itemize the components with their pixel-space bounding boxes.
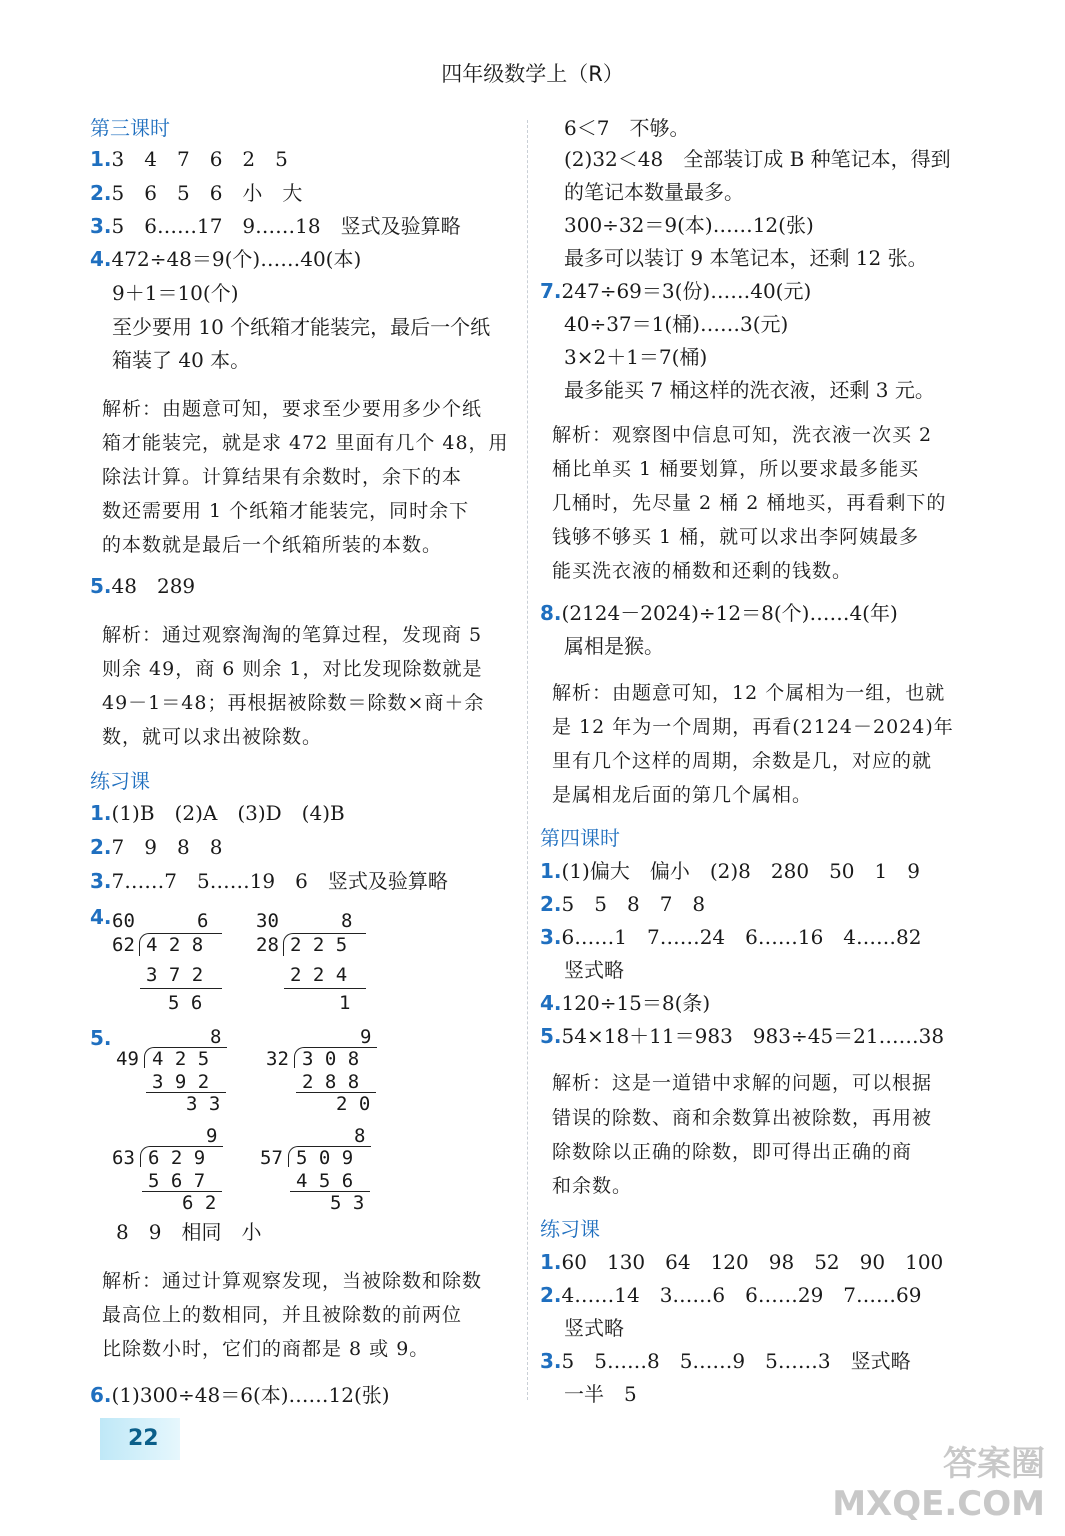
answer-line: 4.472÷48＝9(个)……40(本) — [90, 247, 362, 271]
answer-line: 一半 5 — [564, 1382, 637, 1406]
answer-line: 的笔记本数量最多。 — [564, 180, 744, 204]
long-division: 30 8 28 2 2 5 2 2 4 1 — [256, 910, 376, 1010]
answer-line: 至少要用 10 个纸箱才能装完，最后一个纸 — [112, 315, 491, 339]
column-divider — [527, 120, 529, 1400]
answer-line: 最多可以装订 9 本笔记本，还剩 12 张。 — [564, 246, 928, 270]
answer-line: 9＋1＝10(个) — [112, 281, 239, 305]
explanation-line: 解析：通过观察淘淘的笔算过程，发现商 5 — [102, 624, 483, 646]
explanation-line: 除数除以正确的除数，即可得出正确的商 — [552, 1141, 913, 1163]
long-division: 60 6 62 4 2 8 3 7 2 5 6 — [112, 910, 232, 1010]
question-number: 4. — [90, 905, 112, 929]
explanation-line: 钱够不够买 1 桶，就可以求出李阿姨最多 — [552, 526, 920, 548]
explanation-line: 解析：观察图中信息可知，洗衣液一次买 2 — [552, 424, 933, 446]
answer-line: 1.60 130 64 120 98 52 90 100 — [540, 1250, 944, 1274]
long-division: 8 49 4 2 5 3 9 2 3 3 — [116, 1026, 236, 1116]
long-division: 8 57 5 0 9 4 5 6 5 3 — [260, 1125, 380, 1215]
long-division: 9 63 6 2 9 5 6 7 6 2 — [112, 1125, 232, 1215]
explanation-line: 比除数小时，它们的商都是 8 或 9。 — [102, 1338, 430, 1360]
answer-line: 2.4……14 3……6 6……29 7……69 — [540, 1283, 922, 1307]
explanation-line: 数还需要用 1 个纸箱才能装完，同时余下 — [102, 500, 470, 522]
answer-line: (2)32＜48 全部装订成 B 种笔记本，得到 — [564, 147, 951, 171]
answer-line: 2.5 5 8 7 8 — [540, 892, 706, 916]
question-number: 5. — [90, 1026, 112, 1050]
answer-line: 属相是猴。 — [564, 634, 664, 658]
page-header: 四年级数学上（R） — [441, 62, 624, 86]
explanation-line: 最高位上的数相同，并且被除数的前两位 — [102, 1304, 463, 1326]
explanation-line: 解析：通过计算观察发现，当被除数和除数 — [102, 1270, 483, 1292]
answer-line: 箱装了 40 本。 — [112, 348, 251, 372]
explanation-line: 箱才能装完，就是求 472 里面有几个 48，用 — [102, 432, 509, 454]
answer-line: 8 9 相同 小 — [116, 1220, 262, 1244]
answer-line: 5.54×18＋11＝983 983÷45＝21……38 — [540, 1024, 945, 1048]
explanation-line: 则余 49，商 6 则余 1，对比发现除数就是 — [102, 658, 483, 680]
answer-line: 2.7 9 8 8 — [90, 835, 223, 859]
answer-line: 4.120÷15＝8(条) — [540, 991, 711, 1015]
section-title: 练习课 — [540, 1217, 600, 1241]
answer-line: 7.247÷69＝3(份)……40(元) — [540, 279, 812, 303]
answer-line: 3×2＋1＝7(桶) — [564, 345, 708, 369]
answer-line: 8.(2124－2024)÷12＝8(个)……4(年) — [540, 601, 898, 625]
explanation-line: 是 12 年为一个周期，再看(2124－2024)年 — [552, 716, 954, 738]
answer-line: 3.7……7 5……19 6 竖式及验算略 — [90, 869, 448, 893]
explanation-line: 解析：由题意可知，12 个属相为一组，也就 — [552, 682, 946, 704]
explanation-line: 49－1＝48；再根据被除数＝除数×商＋余 — [102, 692, 485, 714]
page-number: 22 — [100, 1418, 180, 1460]
answer-line: 40÷37＝1(桶)……3(元) — [564, 312, 789, 336]
explanation-line: 里有几个这样的周期，余数是几，对应的就 — [552, 750, 933, 772]
answer-line: 1.3 4 7 6 2 5 — [90, 147, 288, 171]
answer-line: 1.(1)偏大 偏小 (2)8 280 50 1 9 — [540, 859, 920, 883]
explanation-line: 是属相龙后面的第几个属相。 — [552, 784, 813, 806]
answer-line: 最多能买 7 桶这样的洗衣液，还剩 3 元。 — [564, 378, 935, 402]
explanation-line: 桶比单买 1 桶要划算，所以要求最多能买 — [552, 458, 920, 480]
answer-line: 3.5 6……17 9……18 竖式及验算略 — [90, 214, 461, 238]
watermark-logo: 答案圈 MXQE.COM — [832, 1444, 1045, 1524]
explanation-line: 和余数。 — [552, 1175, 633, 1197]
answer-line: 6＜7 不够。 — [564, 116, 690, 140]
section-title: 练习课 — [90, 769, 150, 793]
section-title: 第三课时 — [90, 116, 170, 140]
answer-line: 竖式略 — [564, 958, 624, 982]
explanation-line: 几桶时，先尽量 2 桶 2 桶地买，再看剩下的 — [552, 492, 947, 514]
long-division: 9 32 3 0 8 2 8 8 2 0 — [266, 1026, 386, 1116]
explanation-line: 解析：这是一道错中求解的问题，可以根据 — [552, 1072, 933, 1094]
explanation-line: 的本数就是最后一个纸箱所装的本数。 — [102, 534, 443, 556]
answer-line: 3.5 5……8 5……9 5……3 竖式略 — [540, 1349, 911, 1373]
explanation-line: 能买洗衣液的桶数和还剩的钱数。 — [552, 560, 853, 582]
answer-line: 1.(1)B (2)A (3)D (4)B — [90, 801, 345, 825]
answer-line: 300÷32＝9(本)……12(张) — [564, 213, 814, 237]
answer-line: 6.(1)300÷48＝6(本)……12(张) — [90, 1383, 390, 1407]
explanation-line: 解析：由题意可知，要求至少要用多少个纸 — [102, 398, 483, 420]
answer-line: 3.6……1 7……24 6……16 4……82 — [540, 925, 922, 949]
explanation-line: 除法计算。计算结果有余数时，余下的本 — [102, 466, 463, 488]
explanation-line: 数，就可以求出被除数。 — [102, 726, 323, 748]
answer-line: 2.5 6 5 6 小 大 — [90, 181, 303, 205]
answer-line: 5.48 289 — [90, 574, 196, 598]
explanation-line: 错误的除数、商和余数算出被除数，再用被 — [552, 1107, 933, 1129]
section-title: 第四课时 — [540, 826, 620, 850]
answer-line: 竖式略 — [564, 1316, 624, 1340]
